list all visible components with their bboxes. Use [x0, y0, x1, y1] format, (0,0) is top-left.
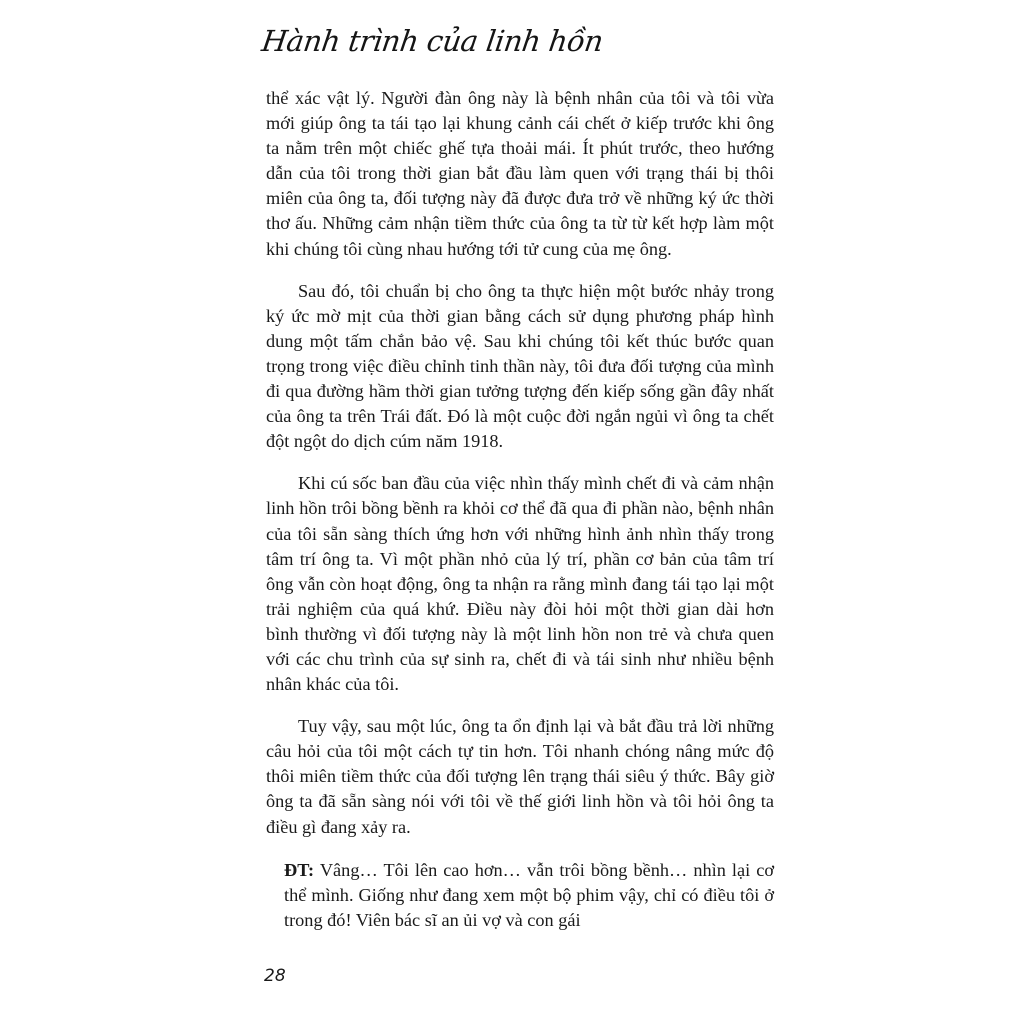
paragraph-4: Tuy vậy, sau một lúc, ông ta ổn định lại và bắt đầu trả lời những câu hỏi của tôi một cách tự tin hơn. Tôi nhanh chóng nâng mức độ thôi miên tiềm thức của đối tượng lên trạng thái siêu ý thức. Bây giờ ông ta đã sẵn sàng nói với tôi về thế giới linh hồn và tôi hỏi ông ta điều gì đang xảy ra.	[266, 716, 774, 837]
dialogue-paragraph	[284, 858, 774, 933]
dialogue-text: Vâng… Tôi lên cao hơn… vẫn trôi bồng bềnh… nhìn lại cơ thể mình. Giống như đang xem một bộ phim vậy, chỉ có điều tôi ở trong đó! Viên bác sĩ an ủi vợ và con gái	[284, 859, 774, 930]
dialogue-speaker: ĐT:	[284, 859, 315, 880]
body-text	[266, 86, 774, 933]
paragraph-1: thể xác vật lý. Người đàn ông này là bệnh nhân của tôi và tôi vừa mới giúp ông ta tái tạo lại khung cảnh cái chết ở kiếp trước khi ông ta nằm trên một chiếc ghế tựa thoải mái. Ít phút trước, theo hướng dẫn của tôi trong thời gian bắt đầu làm quen với trạng thái bị thôi miên của ông ta, đối tượng này đã được đưa trở về những ký ức thời thơ ấu. Những cảm nhận tiềm thức của ông ta từ từ kết hợp làm một khi chúng tôi cùng nhau hướng tới tử cung của mẹ ông.	[266, 88, 774, 259]
paragraph-2: Sau đó, tôi chuẩn bị cho ông ta thực hiện một bước nhảy trong ký ức mờ mịt của thời gian bằng cách sử dụng phương pháp hình dung một tấm chắn bảo vệ. Sau khi chúng tôi kết thúc bước quan trọng trong việc điều chỉnh tinh thần này, tôi đưa đối tượng của mình đi qua đường hầm thời gian tưởng tượng đến kiếp sống gần đây nhất của ông ta trên Trái đất. Đó là một cuộc đời ngắn ngủi vì ông ta chết đột ngột do dịch cúm năm 1918.	[266, 280, 774, 452]
page-number: 28	[264, 966, 286, 986]
paragraph-3: Khi cú sốc ban đầu của việc nhìn thấy mình chết đi và cảm nhận linh hồn trôi bồng bềnh ra khỏi cơ thể đã qua đi phần nào, bệnh nhân của tôi sẵn sàng thích ứng hơn với những hình ảnh nhìn thấy trong tâm trí ông ta. Vì một phần nhỏ của lý trí, phần cơ bản của tâm trí ông vẫn còn hoạt động, ông ta nhận ra rằng mình đang tái tạo lại một trải nghiệm của quá khứ. Điều này đòi hỏi một thời gian dài hơn bình thường vì đối tượng này là một linh hồn non trẻ và chưa quen với các chu trình của sự sinh ra, chết đi và tái sinh như nhiều bệnh nhân khác của tôi.	[266, 473, 774, 695]
running-header-title: Hành trình của linh hồn	[259, 24, 606, 58]
